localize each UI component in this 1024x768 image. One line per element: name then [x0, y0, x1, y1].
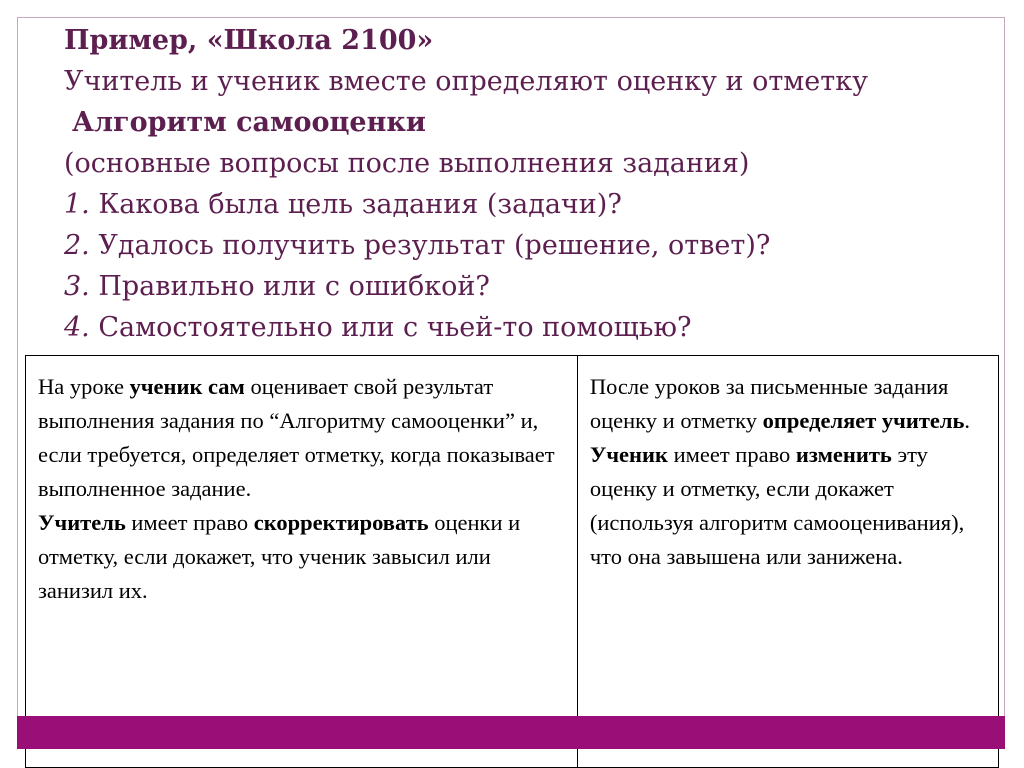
question-item	[64, 184, 994, 225]
cell-emphasis: Учитель	[38, 510, 126, 535]
cell-emphasis: скорректировать	[253, 510, 429, 535]
questions-intro: (основные вопросы после выполнения задания)	[64, 148, 750, 179]
example-title: Пример, «Школа 2100»	[64, 25, 434, 56]
cell-text: эту оценку и отметку, если докажет (используя алгоритм самооценивания), что она завышена или занижена.	[589, 442, 965, 569]
cell-text: оценки и отметку, если докажет, что ученик завысил или занизил их.	[38, 510, 521, 603]
question-text: Правильно или с ошибкой?	[89, 271, 490, 302]
question-number: 2.	[64, 230, 90, 261]
question-text: Самостоятельно или с чьей-то помощью?	[89, 312, 692, 343]
comparison-table	[25, 355, 999, 768]
cell-text: оценивает свой результат выполнения задания по “Алгоритму самооценки” и, если требуется, определяет отметку, когда показывает выполненное задание.	[38, 374, 555, 501]
cell-text: имеет право	[667, 442, 796, 467]
cell-text: После уроков за письменные задания оценку и отметку	[589, 374, 949, 433]
question-text: Какова была цель задания (задачи)?	[89, 189, 622, 220]
accent-bar	[17, 716, 1005, 749]
cell-text: .	[964, 408, 971, 433]
cell-text: имеет право	[125, 510, 254, 535]
question-number: 4.	[64, 312, 90, 343]
cell-emphasis: определяет учитель	[762, 408, 965, 433]
cell-emphasis: изменить	[795, 442, 892, 467]
cell-text: На уроке	[38, 374, 130, 399]
question-item	[64, 225, 994, 266]
question-number: 1.	[64, 189, 90, 220]
slide-heading	[64, 20, 994, 348]
cell-emphasis: Ученик	[589, 442, 668, 467]
table-cell-teacher	[578, 356, 998, 767]
algorithm-title: Алгоритм самооценки	[72, 107, 426, 138]
cell-emphasis: ученик сам	[129, 374, 245, 399]
table-cell-student	[26, 356, 578, 767]
slide-subtitle: Учитель и ученик вместе определяют оценку и отметку	[64, 66, 868, 97]
question-item	[64, 266, 994, 307]
question-number: 3.	[64, 271, 90, 302]
question-text: Удалось получить результат (решение, ответ)?	[89, 230, 771, 261]
question-item	[64, 307, 994, 348]
